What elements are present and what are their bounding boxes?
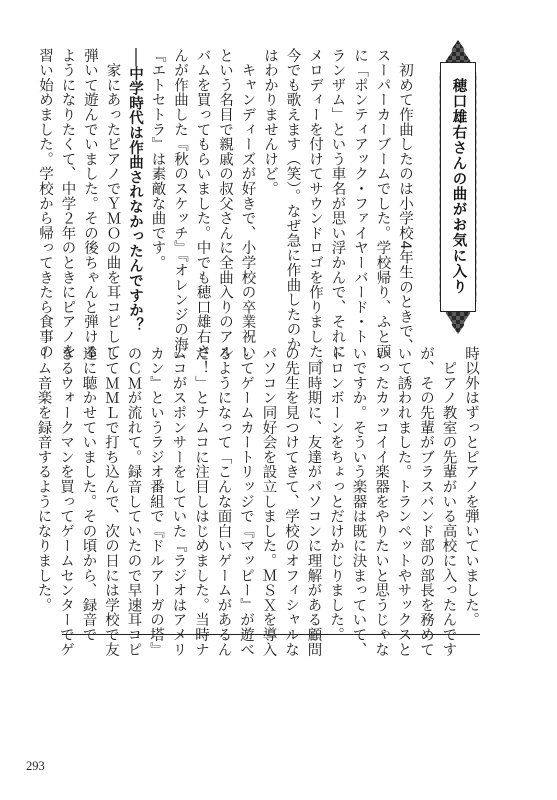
text-line: 達に聴かせていました。その頃から、録音で xyxy=(80,346,97,642)
text-line: に「ポンティアック・ファイヤーバード・ト xyxy=(352,48,368,344)
text-line: してＭＭＬで打ち込んで、次の日には学校で友 xyxy=(103,346,119,657)
section-title-line-2: 曲がお気に入り xyxy=(450,186,467,295)
text-line: 初めて作曲したのは小学校4年生のときで、 xyxy=(397,48,413,354)
text-line: ようになりたくて、中学２年のときにピアノを xyxy=(59,48,76,359)
text-line: 『エトセトラ』は素敵な曲です。 xyxy=(149,48,166,270)
text-line: 家にあったピアノでＹＭＯの曲を耳コピして xyxy=(104,48,121,359)
text-line: 同時期に、友達がパソコンに理解がある顧問 xyxy=(305,346,322,657)
text-line: カン』というラジオ番組で『ドルアーガの塔』 xyxy=(148,346,164,657)
text-line: だ！」とナムコに注目しはじめました。当時ナ xyxy=(193,346,209,657)
text-line: メロディーを付けてサウンドロゴを作りました。 xyxy=(307,48,323,374)
text-line: ムコがスポンサーをしていた『ラジオはアメリ xyxy=(170,346,187,657)
text-line: パソコン同好会を設立しました。ＭＳＸを導入 xyxy=(260,346,277,657)
text-line: ランザム」という車名が思い浮かんで、それに xyxy=(329,48,346,359)
text-line: という名目で親戚の叔父さんに全曲入りのアル xyxy=(217,48,233,359)
text-line: んが作曲した『秋のスケッチ』『オレンジの海』 xyxy=(172,48,188,367)
text-line: のＣＭが流れて。録音していたので早速耳コピ xyxy=(125,346,142,657)
text-line: いったカッコイイ楽器をやりたいと思うじゃな xyxy=(373,346,389,657)
body-text-lower xyxy=(32,346,482,657)
text-line: キャンディーズが好きで、小学校の卒業祝い xyxy=(239,48,256,359)
text-line: 習い始めました。学校から帰ってきたら食事の xyxy=(37,48,53,359)
text-line: スーパーカーブームでした。学校帰り、ふと頭 xyxy=(374,48,391,359)
text-line: いですか。そういう楽器は既に決まっていて、 xyxy=(350,346,367,657)
text-line: はわかりませんけど。 xyxy=(262,48,278,196)
text-line: 今でも歌えます（笑）。なぜ急に作曲したのか xyxy=(284,48,301,352)
text-line: が、その先輩がブラスバンド部の部長を務めて xyxy=(418,346,434,657)
text-line: バムを買ってもらいました。中でも穂口雄右さ xyxy=(194,48,211,359)
text-line: いて誘われました。トランペットやサックスと xyxy=(395,346,412,657)
text-line: の先生を見つけてきて、学校のオフィシャルな xyxy=(283,346,299,657)
body-text-upper xyxy=(34,48,417,374)
text-line: きるウォークマンを買ってゲームセンターでゲ xyxy=(58,346,74,657)
footer-rule xyxy=(62,634,480,635)
text-line: ピアノ教室の先輩がいる高校に入ったんです xyxy=(440,346,457,657)
interview-question: ──中学時代は作曲されなかったんですか？ xyxy=(127,48,143,333)
text-line: るようになって「こんな面白いゲームがあるん xyxy=(215,346,232,657)
section-title-line-1: 穂口雄右さんの xyxy=(450,77,467,186)
text-line: 弾いて遊んでいました。その後ちゃんと弾ける xyxy=(82,48,98,359)
text-line: ーム音楽を録音するようになりました。 xyxy=(35,346,52,613)
text-line: トロンボーンをちょっとだけかじりました。 xyxy=(328,346,344,642)
text-line: してゲームカートリッジで『マッピー』が遊べ xyxy=(238,346,254,657)
page-number: 293 xyxy=(26,759,45,773)
section-title xyxy=(440,66,476,306)
text-line: 時以外はずっとピアノを弾いていました。 xyxy=(463,346,479,628)
